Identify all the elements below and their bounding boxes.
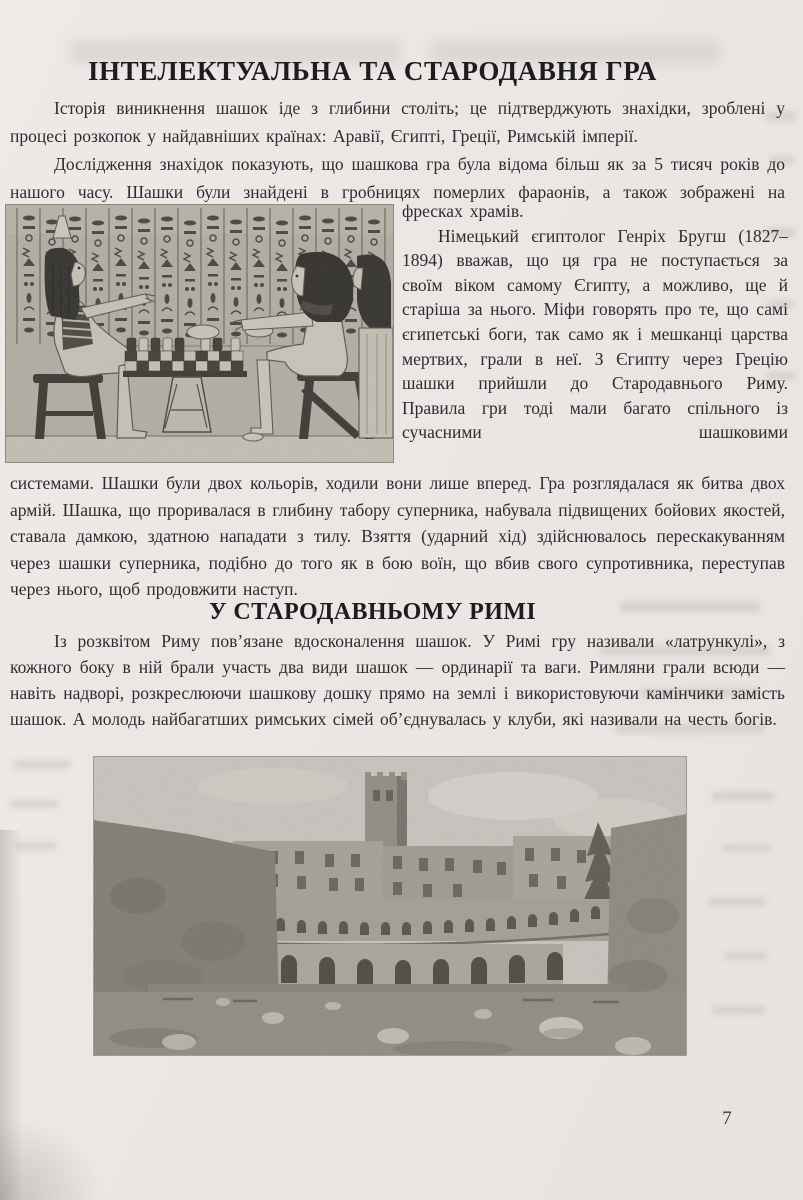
egypt-fresco-image bbox=[5, 204, 394, 463]
rome-ruins-figure bbox=[93, 756, 687, 1056]
bleed-ghost bbox=[16, 842, 56, 850]
egypt-fresco-figure bbox=[5, 204, 394, 463]
egypt-column-text bbox=[402, 199, 788, 469]
paragraph: Історія виникнення шашок іде з глибини століть; це підтверджують знахідки, зроблені у процесі розкопок у найдавніших країнах: Аравії, Єгипті, Греції, Римській імперії. bbox=[10, 98, 785, 146]
bleed-ghost bbox=[712, 792, 774, 801]
page-title: ІНТЕЛЕКТУАЛЬНА ТА СТАРОДАВНЯ ГРА bbox=[87, 56, 658, 86]
continuation-paragraph bbox=[10, 470, 785, 603]
rome-ruins-photo bbox=[93, 756, 687, 1056]
paragraph: Із розквітом Риму пов’язане вдосконалення шашок. У Римі гру називали «латрункулі», з кожного боку в ній брали участь два види шашок — ординарії та ваги. Римляни грали всюди — навіть надворі, розкреслюючи шашкову дошку прямо на землі і використовуючи камінчики замість шашок. А молодь найбагатших римських сімей об’єднувалась у клуби, які називали на честь богів. bbox=[10, 631, 785, 729]
bleed-ghost bbox=[712, 1006, 766, 1014]
paragraph-end: фресках храмів. bbox=[402, 201, 524, 221]
paragraph: системами. Шашки були двох кольорів, ходили вони лише вперед. Гра розглядалася як битва двох армій. Шашка, що проривалася в глибину табору суперника, набувала підвищених бойових якостей, ставала дамкою, здатною нападати з тилу. Взяття (ударний хід) здійснювалось перескакуванням через шашки суперника, подібно до того як в бою воїн, що вбив свого супротивника, переступав через нього, щоб продовжити наступ. bbox=[10, 473, 785, 599]
bleed-ghost bbox=[724, 952, 766, 960]
intro-paragraphs bbox=[10, 94, 785, 206]
page-number: 7 bbox=[722, 1108, 732, 1129]
corner-shadow bbox=[0, 1118, 100, 1200]
paragraph: Дослідження знахідок показують, що шашкова гра була відома більш як за 5 тисяч років до нашого часу. Шашки були знайдені в гробницях померлих фараонів, а також зображені на bbox=[10, 154, 785, 202]
rome-paragraph bbox=[10, 628, 785, 732]
paragraph: Німецький єгиптолог Генріх Бругш (1827–1894) вважав, що ця гра не поступається за своїм віком самому Єгипту, а можливо, ще й старіша за нього. Міфи говорять про те, що самі єгипетські боги, так само як і мешканці царства мертвих, грали в неї. З Єгипту через Грецію шашки прийшли до Стародавнього Риму. Правила гри тоді мали багато спільного із сучасними шашковими bbox=[402, 225, 788, 443]
bleed-ghost bbox=[10, 800, 58, 808]
bleed-ghost bbox=[14, 760, 70, 769]
bleed-ghost bbox=[722, 844, 770, 852]
section-heading-rome: У СТАРОДАВНЬОМУ РИМІ bbox=[208, 599, 537, 625]
bleed-ghost bbox=[708, 898, 766, 906]
